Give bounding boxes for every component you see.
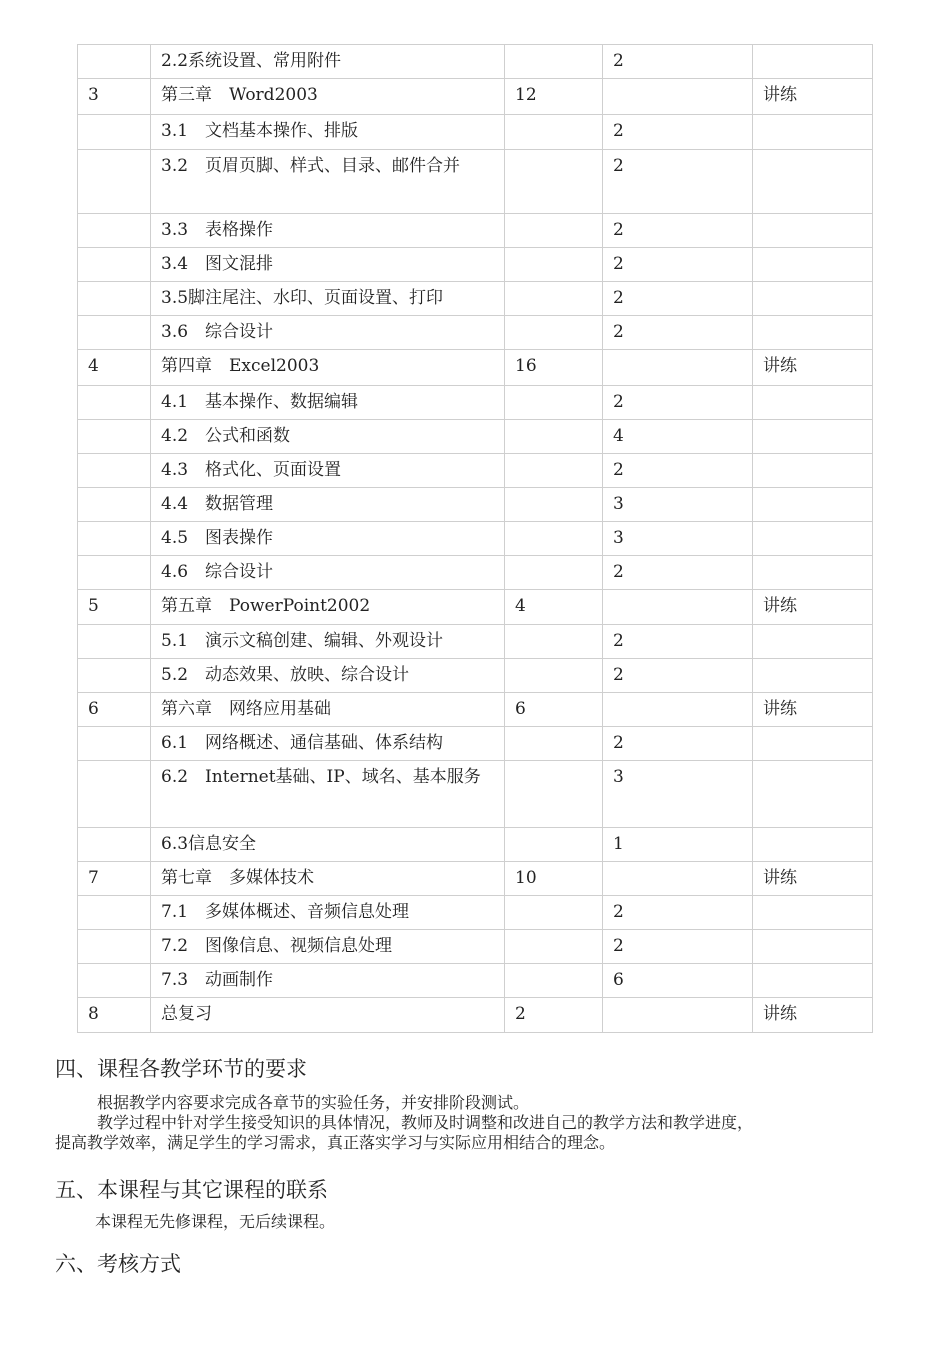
cell-chapter-number — [78, 420, 151, 454]
cell-teaching-mode — [753, 386, 873, 420]
cell-content-title: 4.6 综合设计 — [151, 556, 505, 590]
cell-lab-hours: 2 — [603, 659, 753, 693]
cell-hours — [505, 115, 603, 150]
cell-lab-hours: 3 — [603, 761, 753, 828]
cell-teaching-mode: 讲练 — [753, 693, 873, 727]
cell-content-title: 6.3信息安全 — [151, 828, 505, 862]
cell-lab-hours: 2 — [603, 896, 753, 930]
cell-teaching-mode — [753, 625, 873, 659]
table-row — [78, 727, 873, 761]
cell-content-title: 3.6 综合设计 — [151, 316, 505, 350]
table-row — [78, 420, 873, 454]
cell-chapter-number — [78, 828, 151, 862]
cell-hours: 12 — [505, 79, 603, 115]
cell-content-title: 4.3 格式化、页面设置 — [151, 454, 505, 488]
cell-lab-hours: 3 — [603, 488, 753, 522]
course-schedule-table — [77, 44, 873, 1033]
cell-content-title: 7.2 图像信息、视频信息处理 — [151, 930, 505, 964]
table-row — [78, 79, 873, 115]
cell-teaching-mode — [753, 115, 873, 150]
table-row — [78, 590, 873, 625]
cell-chapter-number — [78, 930, 151, 964]
table-row — [78, 930, 873, 964]
cell-content-title: 总复习 — [151, 998, 505, 1033]
section-5-paragraph-1: 本课程无先修课程，无后续课程。 — [95, 1212, 336, 1231]
section-4-heading: 四、课程各教学环节的要求 — [55, 1057, 307, 1081]
section-4-paragraph-2-line-2: 提高教学效率，满足学生的学习需求，真正落实学习与实际应用相结合的理念。 — [55, 1133, 616, 1152]
cell-chapter-number — [78, 150, 151, 214]
cell-hours: 6 — [505, 693, 603, 727]
table-row — [78, 896, 873, 930]
cell-content-title: 3.3 表格操作 — [151, 214, 505, 248]
table-row — [78, 386, 873, 420]
cell-hours — [505, 828, 603, 862]
cell-chapter-number — [78, 896, 151, 930]
cell-chapter-number — [78, 45, 151, 79]
cell-chapter-number — [78, 488, 151, 522]
cell-teaching-mode: 讲练 — [753, 350, 873, 386]
cell-chapter-number — [78, 214, 151, 248]
cell-lab-hours: 2 — [603, 316, 753, 350]
table-row — [78, 45, 873, 79]
cell-lab-hours: 2 — [603, 625, 753, 659]
cell-lab-hours — [603, 350, 753, 386]
cell-chapter-number — [78, 659, 151, 693]
cell-hours — [505, 556, 603, 590]
cell-teaching-mode — [753, 761, 873, 828]
cell-lab-hours: 2 — [603, 45, 753, 79]
cell-teaching-mode: 讲练 — [753, 590, 873, 625]
cell-lab-hours: 4 — [603, 420, 753, 454]
cell-hours — [505, 659, 603, 693]
table-row — [78, 214, 873, 248]
cell-content-title: 第五章 PowerPoint2002 — [151, 590, 505, 625]
cell-content-title: 5.1 演示文稿创建、编辑、外观设计 — [151, 625, 505, 659]
table-row — [78, 248, 873, 282]
table-row — [78, 556, 873, 590]
cell-chapter-number — [78, 248, 151, 282]
cell-content-title: 7.1 多媒体概述、音频信息处理 — [151, 896, 505, 930]
cell-hours — [505, 420, 603, 454]
section-5-heading: 五、本课程与其它课程的联系 — [55, 1178, 328, 1202]
cell-hours — [505, 896, 603, 930]
cell-content-title: 4.2 公式和函数 — [151, 420, 505, 454]
cell-hours: 16 — [505, 350, 603, 386]
cell-hours — [505, 214, 603, 248]
cell-teaching-mode — [753, 522, 873, 556]
cell-teaching-mode — [753, 150, 873, 214]
table-row — [78, 761, 873, 828]
cell-hours — [505, 625, 603, 659]
cell-lab-hours: 2 — [603, 454, 753, 488]
table-row — [78, 522, 873, 556]
cell-chapter-number — [78, 386, 151, 420]
cell-teaching-mode — [753, 828, 873, 862]
cell-lab-hours — [603, 998, 753, 1033]
cell-chapter-number: 3 — [78, 79, 151, 115]
cell-lab-hours: 2 — [603, 150, 753, 214]
table-row — [78, 693, 873, 727]
cell-teaching-mode — [753, 454, 873, 488]
cell-content-title: 5.2 动态效果、放映、综合设计 — [151, 659, 505, 693]
cell-chapter-number — [78, 115, 151, 150]
cell-teaching-mode: 讲练 — [753, 862, 873, 896]
cell-content-title: 第六章 网络应用基础 — [151, 693, 505, 727]
cell-chapter-number — [78, 625, 151, 659]
cell-lab-hours — [603, 79, 753, 115]
table-row — [78, 862, 873, 896]
cell-lab-hours: 6 — [603, 964, 753, 998]
cell-hours — [505, 964, 603, 998]
cell-hours: 10 — [505, 862, 603, 896]
cell-chapter-number: 4 — [78, 350, 151, 386]
cell-content-title: 3.4 图文混排 — [151, 248, 505, 282]
cell-lab-hours: 2 — [603, 930, 753, 964]
cell-chapter-number — [78, 316, 151, 350]
cell-hours — [505, 488, 603, 522]
cell-hours — [505, 454, 603, 488]
cell-teaching-mode — [753, 282, 873, 316]
cell-chapter-number: 5 — [78, 590, 151, 625]
cell-chapter-number — [78, 727, 151, 761]
cell-hours — [505, 282, 603, 316]
cell-teaching-mode — [753, 316, 873, 350]
cell-hours — [505, 761, 603, 828]
cell-teaching-mode — [753, 896, 873, 930]
table-row — [78, 316, 873, 350]
cell-lab-hours: 2 — [603, 282, 753, 316]
cell-hours — [505, 150, 603, 214]
cell-chapter-number — [78, 964, 151, 998]
cell-teaching-mode: 讲练 — [753, 79, 873, 115]
cell-teaching-mode — [753, 248, 873, 282]
cell-teaching-mode — [753, 45, 873, 79]
cell-lab-hours — [603, 862, 753, 896]
cell-hours — [505, 45, 603, 79]
cell-chapter-number — [78, 522, 151, 556]
cell-hours: 4 — [505, 590, 603, 625]
cell-lab-hours — [603, 590, 753, 625]
cell-teaching-mode — [753, 727, 873, 761]
cell-teaching-mode — [753, 556, 873, 590]
cell-teaching-mode — [753, 420, 873, 454]
cell-chapter-number: 7 — [78, 862, 151, 896]
section-4-paragraph-1: 根据教学内容要求完成各章节的实验任务，并安排阶段测试。 — [97, 1093, 530, 1112]
cell-chapter-number — [78, 454, 151, 488]
cell-chapter-number — [78, 761, 151, 828]
cell-hours — [505, 316, 603, 350]
cell-content-title: 3.1 文档基本操作、排版 — [151, 115, 505, 150]
cell-content-title: 2.2系统设置、常用附件 — [151, 45, 505, 79]
cell-hours: 2 — [505, 998, 603, 1033]
table-row — [78, 964, 873, 998]
cell-hours — [505, 386, 603, 420]
cell-hours — [505, 522, 603, 556]
cell-content-title: 7.3 动画制作 — [151, 964, 505, 998]
cell-teaching-mode — [753, 214, 873, 248]
cell-lab-hours: 1 — [603, 828, 753, 862]
schedule-table-body — [78, 45, 873, 1033]
table-row — [78, 625, 873, 659]
cell-teaching-mode: 讲练 — [753, 998, 873, 1033]
section-4-paragraph-2-line-1: 教学过程中针对学生接受知识的具体情况，教师及时调整和改进自己的教学方法和教学进度， — [97, 1113, 754, 1132]
table-row — [78, 350, 873, 386]
cell-lab-hours: 3 — [603, 522, 753, 556]
table-row — [78, 454, 873, 488]
cell-lab-hours: 2 — [603, 727, 753, 761]
cell-lab-hours — [603, 693, 753, 727]
cell-content-title: 6.1 网络概述、通信基础、体系结构 — [151, 727, 505, 761]
cell-chapter-number — [78, 556, 151, 590]
cell-content-title: 3.5脚注尾注、水印、页面设置、打印 — [151, 282, 505, 316]
cell-content-title: 4.4 数据管理 — [151, 488, 505, 522]
cell-teaching-mode — [753, 488, 873, 522]
cell-lab-hours: 2 — [603, 214, 753, 248]
cell-content-title: 3.2 页眉页脚、样式、目录、邮件合并 — [151, 150, 505, 214]
cell-lab-hours: 2 — [603, 556, 753, 590]
cell-hours — [505, 727, 603, 761]
section-6-heading: 六、考核方式 — [55, 1252, 181, 1276]
cell-content-title: 4.5 图表操作 — [151, 522, 505, 556]
cell-lab-hours: 2 — [603, 115, 753, 150]
cell-content-title: 第三章 Word2003 — [151, 79, 505, 115]
cell-teaching-mode — [753, 964, 873, 998]
cell-content-title: 第四章 Excel2003 — [151, 350, 505, 386]
cell-content-title: 第七章 多媒体技术 — [151, 862, 505, 896]
table-row — [78, 828, 873, 862]
table-row — [78, 488, 873, 522]
table-row — [78, 659, 873, 693]
table-row — [78, 115, 873, 150]
cell-teaching-mode — [753, 930, 873, 964]
cell-content-title: 4.1 基本操作、数据编辑 — [151, 386, 505, 420]
table-row — [78, 150, 873, 214]
cell-hours — [505, 248, 603, 282]
table-row — [78, 282, 873, 316]
cell-content-title: 6.2 Internet基础、IP、域名、基本服务 — [151, 761, 505, 828]
cell-lab-hours: 2 — [603, 248, 753, 282]
cell-lab-hours: 2 — [603, 386, 753, 420]
cell-chapter-number — [78, 282, 151, 316]
cell-hours — [505, 930, 603, 964]
cell-chapter-number: 6 — [78, 693, 151, 727]
table-row — [78, 998, 873, 1033]
cell-chapter-number: 8 — [78, 998, 151, 1033]
cell-teaching-mode — [753, 659, 873, 693]
